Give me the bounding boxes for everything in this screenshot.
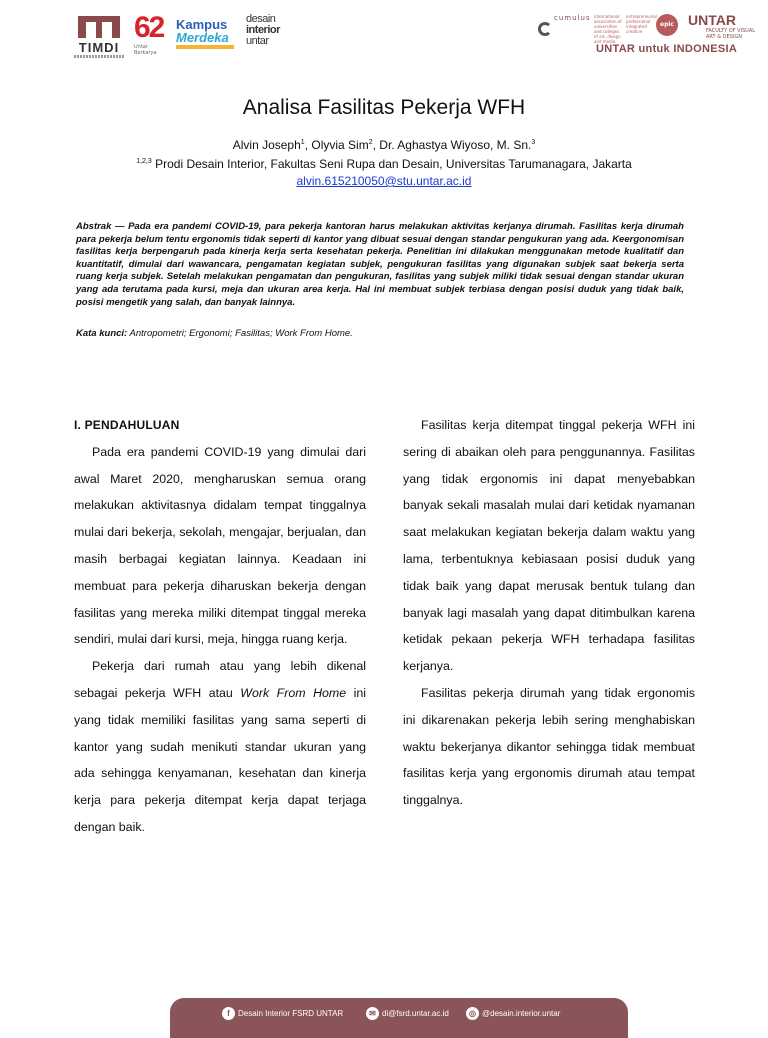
keywords: [76, 328, 684, 339]
author-sup: 2: [368, 139, 373, 146]
footer-instagram[interactable]: [466, 1007, 560, 1021]
kampus-merdeka-bar: [176, 45, 234, 49]
timdi-wordmark: TIMDI: [78, 40, 120, 55]
paper-title: Analisa Fasilitas Pekerja WFH: [242, 96, 526, 119]
section-heading: I. PENDAHULUAN: [74, 418, 180, 432]
cumulus-c-icon: [538, 22, 552, 36]
keywords-text: Antropometri; Ergonomi; Fasilitas; Work From Home.: [129, 328, 353, 339]
epic-description: entrepreneurial professional integrated creative: [626, 14, 657, 34]
paragraph: Fasilitas pekerja dirumah yang tidak ergonomis ini dikarenakan pekerja lebih sering menghabiskan waktu bekerjanya dikantor sehingga tidak membuat fasilitas kerja yang ergonomis dirumah atau tempat tinggalnya.: [403, 685, 695, 808]
untar-62-logo: [134, 12, 168, 60]
footer-bar: [170, 998, 628, 1038]
cumulus-wordmark: cumulus: [554, 14, 591, 22]
instagram-icon: ◎: [466, 1007, 479, 1020]
affiliation: [0, 157, 768, 171]
untar-faculty: FACULTY OF VISUAL ART & DESIGN: [706, 28, 756, 40]
timdi-logo: [74, 16, 124, 58]
untar-wordmark: UNTAR: [688, 12, 736, 28]
epic-wordmark: epic: [660, 21, 674, 28]
kampus-merdeka-logo: [176, 18, 238, 50]
desain-word: desain: [246, 13, 276, 25]
author-name: Olyvia Sim: [311, 138, 369, 152]
footer-facebook[interactable]: [222, 1007, 343, 1021]
timdi-underline: [74, 55, 124, 58]
keywords-label: Kata kunci:: [76, 328, 128, 339]
paragraph-text: ini yang tidak memiliki fasilitas yang sama seperti di kantor yang sudah menikuti standar ukuran yang ada sehingga kenyamanan, kesehatan dan kinerja kerja para pekerja ditempat kerja dapat terjaga dengan baik.: [74, 685, 366, 834]
affiliation-sup: 1,2,3: [136, 158, 152, 165]
paragraph: [74, 653, 366, 841]
anniversary-caption: Untar Berkarya: [134, 44, 157, 56]
author-sup: 3: [531, 139, 536, 146]
author-email: [0, 174, 768, 188]
author-list: Alvin Joseph$^1$, Olyvia Sim$^2$, Dr. Aghastya Wiyoso, M. Sn.$^3$: [232, 138, 536, 152]
paragraph: Fasilitas kerja ditempat tinggal pekerja WFH ini sering di abaikan oleh para penggunannya. Fasilitas yang tidak ergonomis ini dapat menyebabkan banyak sekali masalah mulai dari ketidak nyamanan saat melakukan kegiatan bekerja dalam waktu yang lama, terbentuknya kebiasaan posisi duduk yang tidak baik yang dapat merusak bentuk tulang dan banyak lagi masalah yang dapat ditimbulkan karena ketidak pekaan pekerja WFH terhadapa fasilitas kerjanya.: [403, 418, 695, 674]
author-sup: 1: [300, 139, 305, 146]
kampus-word: Kampus: [176, 17, 228, 32]
email-label: di@fsrd.untar.ac.id: [382, 1009, 449, 1018]
header-tagline: UNTAR untuk INDONESIA: [596, 43, 738, 55]
email-link[interactable]: alvin.615210050@stu.untar.ac.id: [296, 174, 472, 188]
epic-logo: [656, 14, 678, 36]
author-name: Alvin Joseph: [232, 138, 301, 152]
paragraph-text: Pekerja dari rumah atau yang lebih dikenal sebagai pekerja WFH atau: [74, 659, 366, 700]
timdi-mark-icon: [78, 16, 120, 38]
interior-word: interior: [246, 24, 280, 36]
author-name: Dr. Aghastya Wiyoso, M. Sn.: [379, 138, 532, 152]
left-column: [74, 412, 366, 841]
merdeka-word: Merdeka: [176, 30, 229, 45]
facebook-icon: f: [222, 1007, 235, 1020]
untar-logo: [688, 12, 756, 40]
anniversary-number: 62: [134, 11, 164, 44]
right-column: [403, 412, 695, 814]
desain-interior-logo: [246, 14, 298, 50]
paragraph: Pada era pandemi COVID-19 yang dimulai dari awal Maret 2020, mengharuskan semua orang melakukan aktivitasnya didalam tempat tinggalnya mulai dari bekerja, sekolah, mengajar, berjualan, dan masih berbagai kegiatan lainnya. Keadaan ini membuat para pekerja diharuskan bekerja dengan fasilitas yang mereka miliki ditempat tinggal mereka sendiri, mulai dari kursi, meja, hingga ruang kerja.: [74, 444, 366, 647]
untar-word: untar: [246, 35, 269, 47]
cumulus-description: international association of universities and colleges of art, design and media: [594, 14, 622, 44]
cumulus-logo: [536, 14, 590, 42]
mail-icon: ✉: [366, 1007, 379, 1020]
instagram-label: @desain.interior.untar: [482, 1009, 561, 1018]
facebook-label: Desain Interior FSRD UNTAR: [238, 1009, 344, 1018]
affiliation-text: Prodi Desain Interior, Fakultas Seni Rupa dan Desain, Universitas Tarumanagara, Jakarta: [155, 157, 632, 171]
abstract: Abstrak — Pada era pandemi COVID-19, para pekerja kantoran harus melakukan aktivitas kerjanya dirumah. Fasilitas kerja dirumah para pekerja belum tentu ergonomis tidak seperti di kantor yang dibuat sesuai dengan standar pengukuran yang ada. Keergonomisan fasilitas kerja berpengaruh pada kinerja kerja serta kesehatan pekerja. Penelitian ini dilakukan menggunakan metode kualitatif dan kuantitatif, dimulai dari wawancara, pengamatan kegiatan subjek, pengukuran fasilitas yang digunakan subjek saat bekerja serta ruang kerja subjek. Setelah melakukan pengamatan dan pengukuran, fasilitas yang subjek miliki tidak sesuai dengan standar ukuran yang ada terutama pada kursi, meja dan ukuran area kerja. Hal ini membuat subjek terbiasa dengan posisi duduk yang tidak baik, posisi mengetik yang salah, dan banyak lainnya.: [76, 221, 684, 308]
header-logos: [0, 0, 768, 75]
emphasis-text: Work From Home: [240, 685, 347, 700]
footer-email[interactable]: [366, 1007, 449, 1021]
